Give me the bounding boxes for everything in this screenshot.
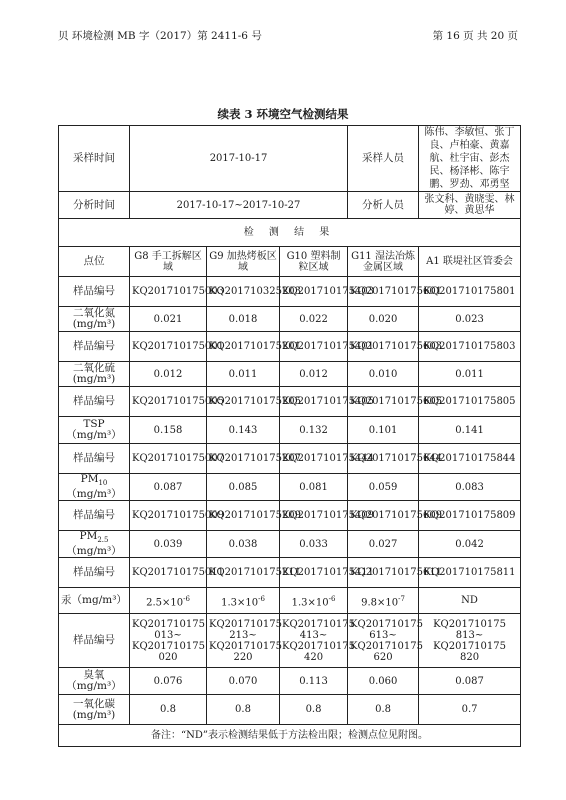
table-cell bbox=[207, 614, 280, 668]
table-cell: 0.8 bbox=[280, 695, 348, 725]
row-label-pm10 bbox=[59, 474, 130, 501]
table-cell: 0.042 bbox=[419, 531, 521, 558]
row-label: 样品编号 bbox=[59, 614, 130, 668]
table-cell bbox=[130, 614, 207, 668]
table-cell: 0.022 bbox=[280, 307, 348, 332]
table-cell: KQ201710175211 bbox=[207, 558, 280, 588]
sample-id-line: KQ201710175 bbox=[350, 618, 423, 630]
table-cell: KQ201710175409 bbox=[280, 501, 348, 531]
table-cell: 0.085 bbox=[207, 474, 280, 501]
unit-text: （mg/m³） bbox=[66, 545, 122, 558]
sample-time-label: 采样时间 bbox=[59, 126, 130, 192]
table-cell: 0.132 bbox=[280, 417, 348, 444]
table-cell: KQ201710175803 bbox=[419, 332, 521, 362]
sampler-label: 采样人员 bbox=[348, 126, 419, 192]
sample-id-line: KQ201710175 bbox=[209, 618, 282, 630]
table-cell bbox=[280, 614, 355, 668]
col-g11: G11 湿法冶炼金属区域 bbox=[348, 247, 419, 277]
table-cell: 0.012 bbox=[280, 362, 348, 387]
results-table bbox=[58, 125, 521, 747]
table-cell bbox=[419, 614, 521, 668]
table-cell: KQ201710175205 bbox=[207, 387, 280, 417]
sampler-value: 陈伟、李敏恒、张丁良、卢柏豪、黄嘉航、杜宇宙、彭杰民、杨泽彬、陈宇鹏、罗劲、邓勇坚 bbox=[419, 126, 521, 192]
table-cell: 0.083 bbox=[419, 474, 521, 501]
doc-header-left: 贝 环境检测 MB 字（2017）第 2411-6 号 bbox=[58, 30, 262, 42]
table-cell: KQ201710175411 bbox=[280, 558, 348, 588]
table-cell: 0.011 bbox=[419, 362, 521, 387]
sample-id-line: 413~ bbox=[299, 629, 328, 641]
table-cell: KQ201710175801 bbox=[419, 277, 521, 307]
sample-id-line: 013~ bbox=[154, 629, 182, 641]
value-exponent: -6 bbox=[258, 594, 265, 603]
table-row bbox=[59, 417, 521, 444]
table-cell: 0.021 bbox=[130, 307, 207, 332]
sample-id-line: KQ201710175 bbox=[282, 640, 355, 652]
meta-row-analysis bbox=[59, 192, 521, 219]
pm-text: PM bbox=[80, 473, 99, 485]
table-row bbox=[59, 614, 521, 668]
table-cell: 0.8 bbox=[348, 695, 419, 725]
table-cell: 0.038 bbox=[207, 531, 280, 558]
pm-subscript: 10 bbox=[98, 479, 108, 488]
row-label: 样品编号 bbox=[59, 501, 130, 531]
table-row bbox=[59, 588, 521, 614]
table-cell: 0.7 bbox=[419, 695, 521, 725]
table-row bbox=[59, 695, 521, 725]
table-cell: KQ201710175844 bbox=[419, 444, 521, 474]
row-label: TSP（mg/m³） bbox=[59, 417, 130, 444]
table-cell: KQ201710175009 bbox=[130, 501, 207, 531]
meta-row-sampling bbox=[59, 126, 521, 192]
sample-id-line: 213~ bbox=[229, 629, 257, 641]
table-cell: 0.012 bbox=[130, 362, 207, 387]
row-label: 二氧化硫(mg/m³) bbox=[59, 362, 130, 387]
value-base: 2.5×10 bbox=[146, 596, 184, 608]
table-cell: KQ201710175611 bbox=[348, 558, 419, 588]
sample-id-line: 020 bbox=[158, 651, 178, 663]
unit-text: （mg/m³） bbox=[66, 488, 122, 501]
sample-id-line: 420 bbox=[303, 651, 324, 663]
note-row bbox=[59, 725, 521, 747]
sample-id-line: KQ201710175 bbox=[350, 640, 423, 652]
table-cell: KQ201710175644 bbox=[348, 444, 419, 474]
table-cell: 0.076 bbox=[130, 668, 207, 695]
row-label: 样品编号 bbox=[59, 387, 130, 417]
page-number: 第 16 页 共 20 页 bbox=[432, 30, 518, 42]
table-cell: KQ201710175401 bbox=[280, 332, 348, 362]
col-point: 点位 bbox=[59, 247, 130, 277]
sample-time-value: 2017-10-17 bbox=[130, 126, 348, 192]
analyst-label: 分析人员 bbox=[348, 192, 419, 219]
value-base: 1.3×10 bbox=[291, 596, 329, 608]
sample-id-line: 813~ bbox=[455, 629, 484, 641]
analyst-value: 张文科、黄晓雯、林婷、黄思华 bbox=[419, 192, 521, 219]
table-row bbox=[59, 362, 521, 387]
row-label-pm25 bbox=[59, 531, 130, 558]
row-label: 样品编号 bbox=[59, 444, 130, 474]
sample-id-line: 820 bbox=[459, 651, 480, 663]
col-g10: G10 塑料制粒区域 bbox=[280, 247, 348, 277]
section-title: 检 测 结 果 bbox=[59, 219, 521, 247]
table-cell: 0.010 bbox=[348, 362, 419, 387]
table-cell: 0.033 bbox=[280, 531, 348, 558]
table-cell: 0.087 bbox=[130, 474, 207, 501]
sample-id-line: 620 bbox=[373, 651, 393, 663]
table-cell: 0.060 bbox=[348, 668, 419, 695]
table-cell bbox=[348, 588, 419, 614]
table-cell: 0.059 bbox=[348, 474, 419, 501]
table-cell: KQ201710175805 bbox=[419, 387, 521, 417]
table-cell bbox=[207, 588, 280, 614]
table-row bbox=[59, 531, 521, 558]
table-cell: KQ201710175209 bbox=[207, 501, 280, 531]
table-cell: KQ201710175207 bbox=[207, 444, 280, 474]
table-cell: 0.101 bbox=[348, 417, 419, 444]
table-row bbox=[59, 444, 521, 474]
value-base: 9.8×10 bbox=[361, 596, 399, 608]
table-cell: 0.143 bbox=[207, 417, 280, 444]
sample-id-line: KQ201710175 bbox=[132, 640, 205, 652]
table-cell bbox=[280, 588, 348, 614]
row-label: 样品编号 bbox=[59, 332, 130, 362]
table-row bbox=[59, 501, 521, 531]
table-cell: KQ201710175811 bbox=[419, 558, 521, 588]
table-cell: KQ201710175405 bbox=[280, 387, 348, 417]
col-g8: G8 手工拆解区域 bbox=[130, 247, 207, 277]
table-cell: KQ201710175444 bbox=[280, 444, 348, 474]
table-cell: 0.018 bbox=[207, 307, 280, 332]
table-cell: 0.158 bbox=[130, 417, 207, 444]
pm-subscript: 2.5 bbox=[97, 536, 109, 545]
table-cell: 0.070 bbox=[207, 668, 280, 695]
sample-id-line: KQ201710175 bbox=[433, 640, 506, 652]
table-cell: KQ201710175603 bbox=[348, 332, 419, 362]
table-title: 续表 3 环境空气检测结果 bbox=[217, 107, 349, 121]
table-cell bbox=[348, 614, 423, 668]
col-a1: A1 联堤社区管委会 bbox=[419, 247, 521, 277]
value-exponent: -7 bbox=[398, 594, 405, 603]
table-cell: KQ201710175005 bbox=[130, 387, 207, 417]
table-cell: 0.027 bbox=[348, 531, 419, 558]
sample-id-line: KQ201710175 bbox=[282, 618, 355, 630]
table-cell: KQ201710175601 bbox=[348, 277, 419, 307]
value-exponent: -6 bbox=[183, 594, 190, 603]
table-cell: KQ201710175007 bbox=[130, 444, 207, 474]
row-label: 样品编号 bbox=[59, 277, 130, 307]
table-cell: 0.141 bbox=[419, 417, 521, 444]
table-row bbox=[59, 332, 521, 362]
table-cell bbox=[130, 588, 207, 614]
table-row bbox=[59, 277, 521, 307]
table-cell: KQ201710175001 bbox=[130, 332, 207, 362]
col-g9: G9 加热烤板区域 bbox=[207, 247, 280, 277]
table-note: 备注：“ND”表示检测结果低于方法检出限；检测点位见附图。 bbox=[59, 725, 521, 747]
table-cell: KQ201710175003 bbox=[130, 277, 207, 307]
table-cell: ND bbox=[419, 588, 521, 614]
table-cell: 0.087 bbox=[419, 668, 521, 695]
table-cell: 0.081 bbox=[280, 474, 348, 501]
table-cell: KQ201710175605 bbox=[348, 387, 419, 417]
sample-id-line: 613~ bbox=[369, 629, 397, 641]
analysis-time-label: 分析时间 bbox=[59, 192, 130, 219]
table-cell: 0.020 bbox=[348, 307, 419, 332]
section-row bbox=[59, 219, 521, 247]
analysis-time-value: 2017-10-17~2017-10-27 bbox=[130, 192, 348, 219]
table-cell: KQ201710325203 bbox=[207, 277, 280, 307]
value-base: 1.3×10 bbox=[221, 596, 259, 608]
pm-text: PM bbox=[79, 530, 98, 543]
table-cell: KQ201710175809 bbox=[419, 501, 521, 531]
sample-id-line: 220 bbox=[233, 651, 253, 663]
row-label: 汞（mg/m³） bbox=[59, 588, 130, 614]
row-label: 一氧化碳(mg/m³) bbox=[59, 695, 130, 725]
table-cell: 0.8 bbox=[207, 695, 280, 725]
table-cell: KQ201710175403 bbox=[280, 277, 348, 307]
table-row bbox=[59, 558, 521, 588]
table-row bbox=[59, 668, 521, 695]
table-cell: 0.023 bbox=[419, 307, 521, 332]
value-exponent: -6 bbox=[328, 594, 336, 603]
table-row bbox=[59, 474, 521, 501]
table-cell: 0.8 bbox=[130, 695, 207, 725]
table-cell: KQ201710175201 bbox=[207, 332, 280, 362]
table-cell: 0.039 bbox=[130, 531, 207, 558]
column-header-row bbox=[59, 247, 521, 277]
sample-id-line: KQ201710175 bbox=[209, 640, 282, 652]
row-label: 二氧化氮(mg/m³) bbox=[59, 307, 130, 332]
table-row bbox=[59, 307, 521, 332]
table-cell: 0.011 bbox=[207, 362, 280, 387]
table-cell: KQ201710175011 bbox=[130, 558, 207, 588]
sample-id-line: KQ201710175 bbox=[433, 618, 506, 630]
row-label: 臭氧（mg/m³） bbox=[59, 668, 130, 695]
table-cell: 0.113 bbox=[280, 668, 348, 695]
table-cell: KQ201710175609 bbox=[348, 501, 419, 531]
table-row bbox=[59, 387, 521, 417]
sample-id-line: KQ201710175 bbox=[132, 618, 205, 630]
row-label: 样品编号 bbox=[59, 558, 130, 588]
